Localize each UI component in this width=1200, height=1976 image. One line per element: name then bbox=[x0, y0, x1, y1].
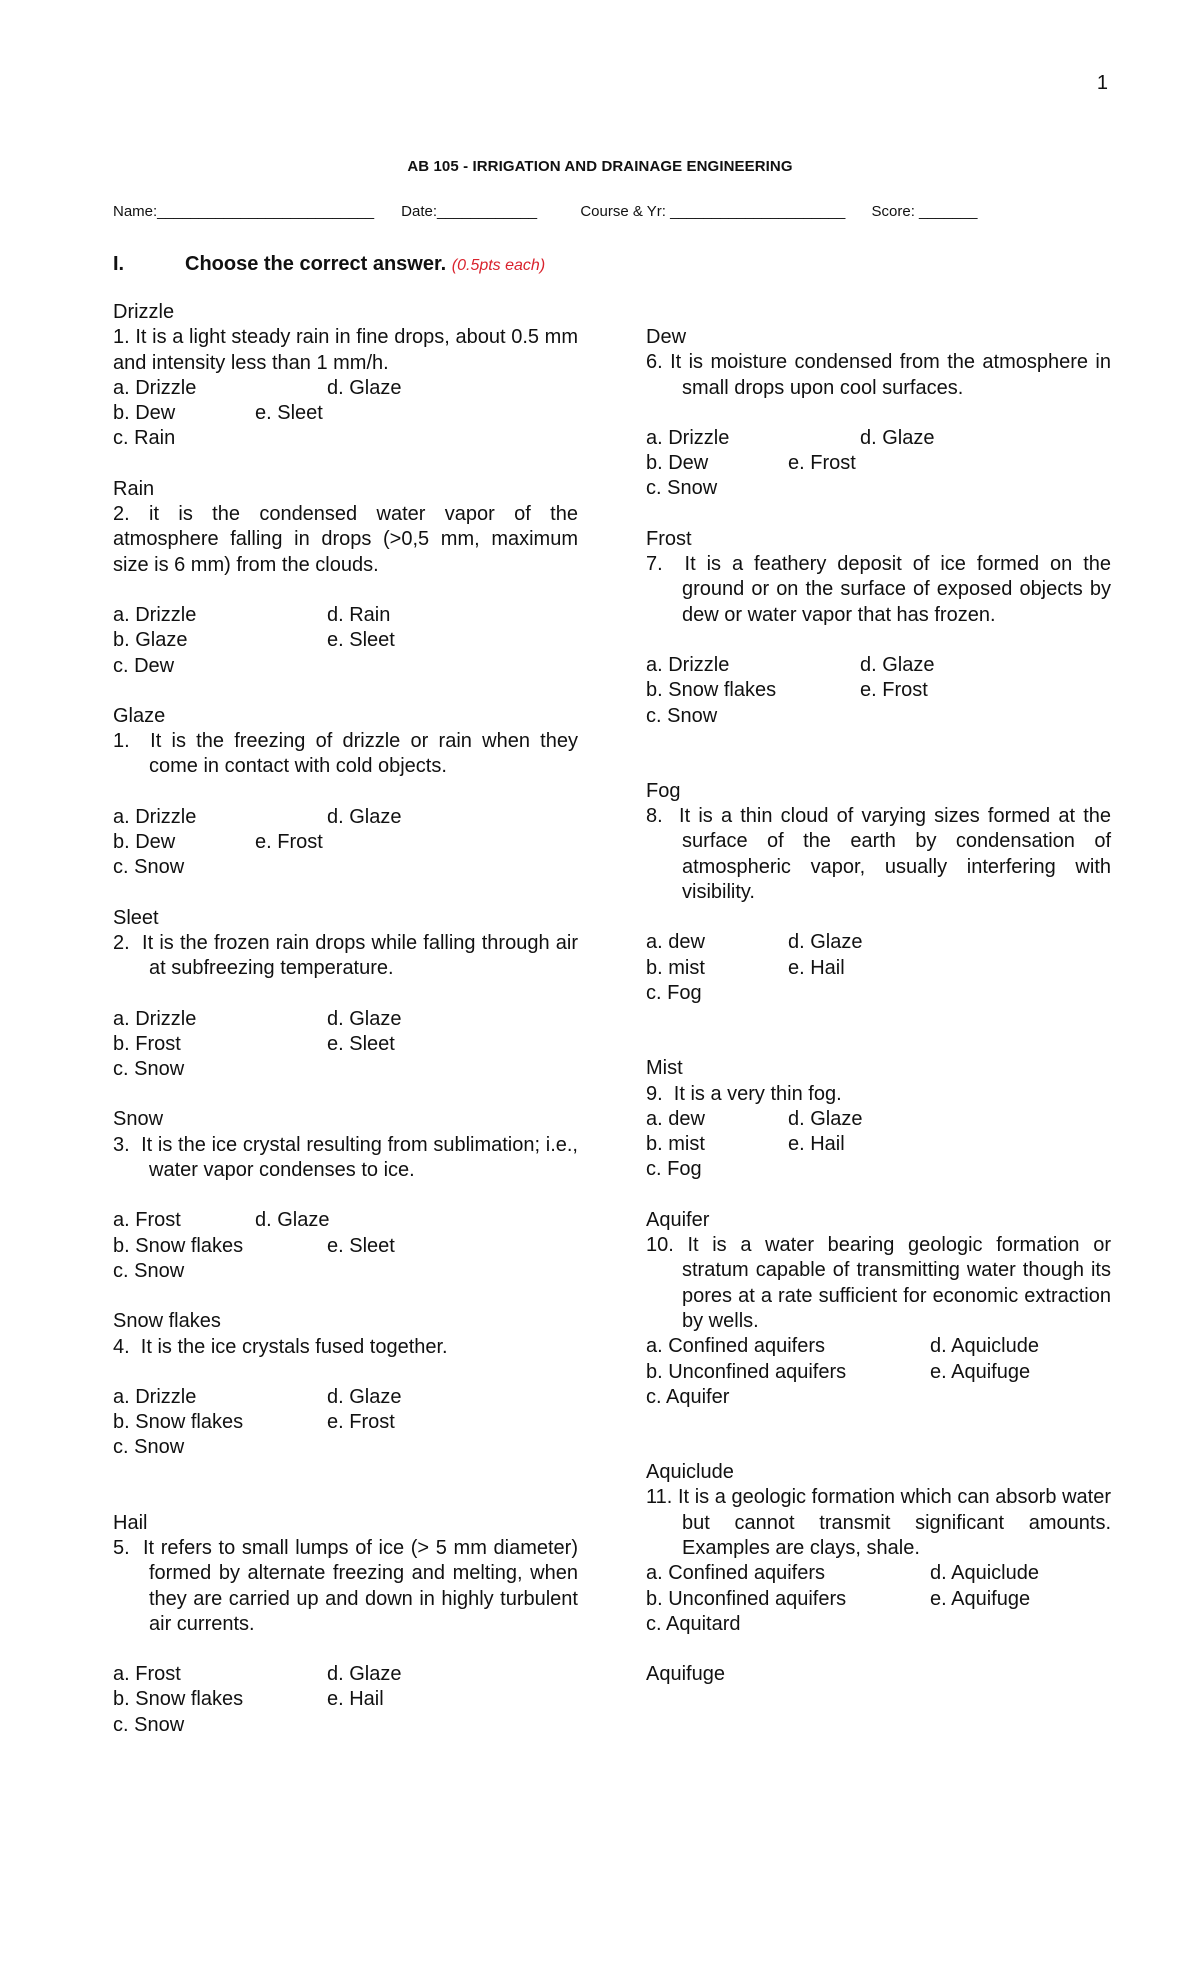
question-block bbox=[646, 779, 1111, 1006]
question-topic: Rain bbox=[113, 477, 155, 500]
question-block bbox=[113, 704, 578, 881]
question-text: 6. It is moisture condensed from the atmosphere in small drops upon cool surfaces. bbox=[646, 351, 1111, 399]
answer-options-row bbox=[113, 830, 578, 855]
question-topic: Sleet bbox=[113, 906, 159, 929]
question-topic: Snow bbox=[113, 1108, 164, 1131]
answer-options-row bbox=[113, 1713, 578, 1738]
question-topic: Hail bbox=[113, 1511, 148, 1534]
answer-options-row bbox=[646, 981, 1111, 1006]
answer-options-row bbox=[113, 603, 578, 628]
answer-option[interactable]: c. Snow bbox=[646, 704, 718, 727]
section-points: (0.5pts each) bbox=[451, 257, 546, 274]
answer-option[interactable]: e. Aquifuge bbox=[930, 1360, 1031, 1383]
answer-option[interactable]: c. Snow bbox=[113, 856, 185, 879]
answer-option[interactable]: d. Glaze bbox=[860, 653, 935, 676]
answer-option[interactable]: a. Frost bbox=[113, 1209, 181, 1232]
question-text: 4. It is the ice crystals fused together. bbox=[113, 1335, 448, 1358]
answer-option[interactable]: a. Drizzle bbox=[113, 603, 197, 626]
answer-options-row bbox=[646, 678, 1111, 703]
section-heading bbox=[113, 253, 545, 276]
answer-options-row bbox=[646, 426, 1111, 451]
answer-option[interactable]: d. Glaze bbox=[788, 1107, 863, 1130]
answer-option[interactable]: e. Hail bbox=[788, 1133, 845, 1156]
answer-option[interactable]: b. mist bbox=[646, 956, 705, 979]
answer-option[interactable]: b. Snow flakes bbox=[113, 1411, 244, 1434]
answer-option[interactable]: c. Snow bbox=[113, 1058, 185, 1081]
answer-option[interactable]: c. Snow bbox=[113, 1713, 185, 1736]
question-block bbox=[646, 1662, 1111, 1687]
name-field: Name:__________________________ bbox=[113, 203, 375, 220]
answer-options-row bbox=[113, 805, 578, 830]
answer-options-row bbox=[113, 1662, 578, 1687]
answer-option[interactable]: e. Frost bbox=[860, 679, 928, 702]
question-block bbox=[113, 1511, 578, 1738]
question-block bbox=[113, 300, 578, 452]
answer-option[interactable]: d. Glaze bbox=[255, 1209, 330, 1232]
question-topic: Glaze bbox=[113, 704, 166, 727]
answer-option[interactable]: d. Rain bbox=[327, 603, 391, 626]
answer-options-row bbox=[646, 1132, 1111, 1157]
answer-options-row bbox=[113, 1007, 578, 1032]
answer-option[interactable]: b. Snow flakes bbox=[113, 1688, 244, 1711]
answer-option[interactable]: e. Hail bbox=[788, 956, 845, 979]
answer-option[interactable]: b. Dew bbox=[646, 452, 709, 475]
answer-options-row bbox=[113, 1259, 578, 1284]
question-topic: Frost bbox=[646, 527, 692, 550]
question-topic: Snow flakes bbox=[113, 1310, 221, 1333]
answer-option[interactable]: b. Unconfined aquifers bbox=[646, 1587, 847, 1610]
answer-option[interactable]: b. Snow flakes bbox=[646, 679, 777, 702]
answer-option[interactable]: d. Glaze bbox=[327, 1007, 402, 1030]
answer-options-row bbox=[646, 1360, 1111, 1385]
course-year-field: Course & Yr: _____________________ bbox=[580, 203, 846, 220]
answer-option[interactable]: b. Frost bbox=[113, 1032, 181, 1055]
answer-options-row bbox=[646, 704, 1111, 729]
answer-option[interactable]: d. Aquiclude bbox=[930, 1335, 1039, 1358]
answer-option[interactable]: a. Frost bbox=[113, 1663, 181, 1686]
answer-option[interactable]: e. Frost bbox=[788, 452, 856, 475]
answer-option[interactable]: d. Glaze bbox=[327, 376, 402, 399]
answer-options-row bbox=[113, 628, 578, 653]
answer-options-row bbox=[646, 653, 1111, 678]
question-text: 2. it is the condensed water vapor of the atmosphere falling in drops (>0,5 mm, maximum size is 6 mm) from the clouds. bbox=[113, 503, 578, 576]
question-block bbox=[646, 325, 1111, 502]
answer-option[interactable]: a. Drizzle bbox=[646, 426, 730, 449]
answer-option[interactable]: b. Glaze bbox=[113, 629, 188, 652]
answer-options-row bbox=[113, 1385, 578, 1410]
question-text: 7. It is a feathery deposit of ice formed on the ground or on the surface of exposed objects by dew or water vapor that has frozen. bbox=[646, 553, 1111, 626]
answer-option[interactable]: c. Snow bbox=[646, 477, 718, 500]
page-number: 1 bbox=[1096, 72, 1108, 94]
student-info-fields bbox=[113, 203, 977, 220]
section-number: I. bbox=[113, 253, 125, 275]
answer-option[interactable]: a. Drizzle bbox=[113, 1385, 197, 1408]
question-text: 10. It is a water bearing geologic formation or stratum capable of transmitting water though its pores at a rate sufficient for economic extraction by wells. bbox=[646, 1234, 1111, 1332]
answer-option[interactable]: c. Aquifer bbox=[646, 1385, 730, 1408]
answer-option[interactable]: e. Sleet bbox=[327, 1234, 395, 1257]
question-block bbox=[113, 906, 578, 1083]
answer-option[interactable]: d. Glaze bbox=[327, 805, 402, 828]
question-topic: Drizzle bbox=[113, 301, 175, 323]
answer-option[interactable]: a. Drizzle bbox=[113, 805, 197, 828]
question-text: 3. It is the ice crystal resulting from sublimation; i.e., water vapor condenses to ice. bbox=[113, 1133, 578, 1182]
answer-options-row bbox=[646, 1157, 1111, 1182]
question-text: 1. It is the freezing of drizzle or rain when they come in contact with cold objects. bbox=[113, 730, 578, 778]
answer-option[interactable]: c. Aquitard bbox=[646, 1612, 741, 1635]
answer-option[interactable]: a. Drizzle bbox=[113, 1007, 197, 1030]
answer-option[interactable]: d. Glaze bbox=[327, 1663, 402, 1686]
date-field: Date:____________ bbox=[401, 203, 538, 220]
answer-option[interactable]: d. Glaze bbox=[327, 1385, 402, 1408]
question-topic: Fog bbox=[646, 779, 681, 802]
question-block bbox=[113, 477, 578, 679]
answer-options-row bbox=[113, 654, 578, 679]
answer-option[interactable]: e. Sleet bbox=[327, 1032, 395, 1055]
answer-option[interactable]: c. Dew bbox=[113, 654, 175, 677]
question-topic: Aquifer bbox=[646, 1208, 710, 1231]
answer-options-row bbox=[113, 1410, 578, 1435]
left-column bbox=[113, 300, 578, 1763]
question-block bbox=[113, 1309, 578, 1460]
answer-options-row bbox=[113, 426, 578, 451]
question-text: 1. It is a light steady rain in fine drops, about 0.5 mm and intensity less than 1 mm/h. bbox=[113, 326, 578, 374]
answer-options-row bbox=[646, 956, 1111, 981]
answer-options-row bbox=[646, 1612, 1111, 1637]
answer-option[interactable]: c. Fog bbox=[646, 981, 702, 1004]
question-topic: Aquiclude bbox=[646, 1461, 734, 1484]
answer-option[interactable]: a. dew bbox=[646, 1107, 705, 1130]
answer-options-row bbox=[646, 1561, 1111, 1586]
answer-option[interactable]: b. Unconfined aquifers bbox=[646, 1360, 847, 1383]
answer-option[interactable]: b. Dew bbox=[113, 402, 176, 425]
question-topic: Dew bbox=[646, 326, 687, 348]
answer-options-row bbox=[646, 1334, 1111, 1359]
question-block bbox=[646, 1056, 1111, 1182]
answer-options-row bbox=[113, 1234, 578, 1259]
answer-option[interactable]: c. Snow bbox=[113, 1436, 185, 1459]
answer-option[interactable]: c. Fog bbox=[646, 1158, 702, 1181]
answer-option[interactable]: c. Snow bbox=[113, 1259, 185, 1282]
answer-options-row bbox=[113, 1435, 578, 1460]
answer-option[interactable]: e. Hail bbox=[327, 1688, 384, 1711]
answer-options-row bbox=[113, 376, 578, 401]
answer-option[interactable]: a. Drizzle bbox=[113, 376, 197, 399]
question-block bbox=[113, 1107, 578, 1284]
answer-options-row bbox=[113, 855, 578, 880]
question-block bbox=[646, 527, 1111, 729]
answer-option[interactable]: d. Glaze bbox=[788, 931, 863, 954]
question-block bbox=[646, 1460, 1111, 1637]
question-text: 5. It refers to small lumps of ice (> 5 mm diameter) formed by alternate freezing and melting, when they are carried up and down in highly turbulent air currents. bbox=[113, 1536, 578, 1635]
answer-options-row bbox=[646, 1107, 1111, 1132]
answer-option[interactable]: e. Sleet bbox=[255, 402, 323, 425]
answer-option[interactable]: d. Aquiclude bbox=[930, 1562, 1039, 1585]
answer-option[interactable]: a. Confined aquifers bbox=[646, 1335, 826, 1358]
answer-option[interactable]: e. Sleet bbox=[327, 629, 395, 652]
answer-options-row bbox=[646, 1587, 1111, 1612]
question-text: 2. It is the frozen rain drops while falling through air at subfreezing temperature. bbox=[113, 931, 578, 980]
answer-option[interactable]: c. Rain bbox=[113, 427, 176, 450]
answer-option[interactable]: d. Glaze bbox=[860, 426, 935, 449]
document-title: AB 105 - IRRIGATION AND DRAINAGE ENGINEERING bbox=[407, 158, 793, 175]
answer-option[interactable]: a. dew bbox=[646, 931, 705, 954]
score-field: Score: _______ bbox=[871, 203, 978, 220]
answer-option[interactable]: b. mist bbox=[646, 1133, 705, 1156]
question-text: 8. It is a thin cloud of varying sizes formed at the surface of the earth by condensation of atmospheric vapor, usually interfering with visibility. bbox=[646, 805, 1111, 904]
answer-option[interactable]: a. Confined aquifers bbox=[646, 1562, 826, 1585]
answer-option[interactable]: e. Frost bbox=[327, 1411, 395, 1434]
answer-options-row bbox=[113, 1208, 578, 1233]
answer-option[interactable]: a. Drizzle bbox=[646, 653, 730, 676]
answer-options-row bbox=[646, 930, 1111, 955]
answer-options-row bbox=[113, 401, 578, 426]
answer-options-row bbox=[646, 451, 1111, 476]
answer-options-row bbox=[113, 1057, 578, 1082]
answer-option[interactable]: b. Snow flakes bbox=[113, 1234, 244, 1257]
section-instruction: Choose the correct answer. bbox=[185, 253, 447, 275]
answer-options-row bbox=[646, 476, 1111, 501]
answer-option[interactable]: e. Aquifuge bbox=[930, 1587, 1031, 1610]
question-block bbox=[646, 1208, 1111, 1410]
answer-options-row bbox=[113, 1032, 578, 1057]
question-topic: Mist bbox=[646, 1057, 683, 1080]
answer-option[interactable]: e. Frost bbox=[255, 831, 323, 854]
answer-options-row bbox=[113, 1687, 578, 1712]
answer-option[interactable]: b. Dew bbox=[113, 831, 176, 854]
question-text: 9. It is a very thin fog. bbox=[646, 1082, 842, 1105]
answer-options-row bbox=[646, 1385, 1111, 1410]
question-text: 11. It is a geologic formation which can absorb water but cannot transmit significant amounts. Examples are clays, shale. bbox=[646, 1486, 1111, 1559]
question-topic: Aquifuge bbox=[646, 1663, 725, 1686]
right-column bbox=[646, 325, 1111, 1712]
